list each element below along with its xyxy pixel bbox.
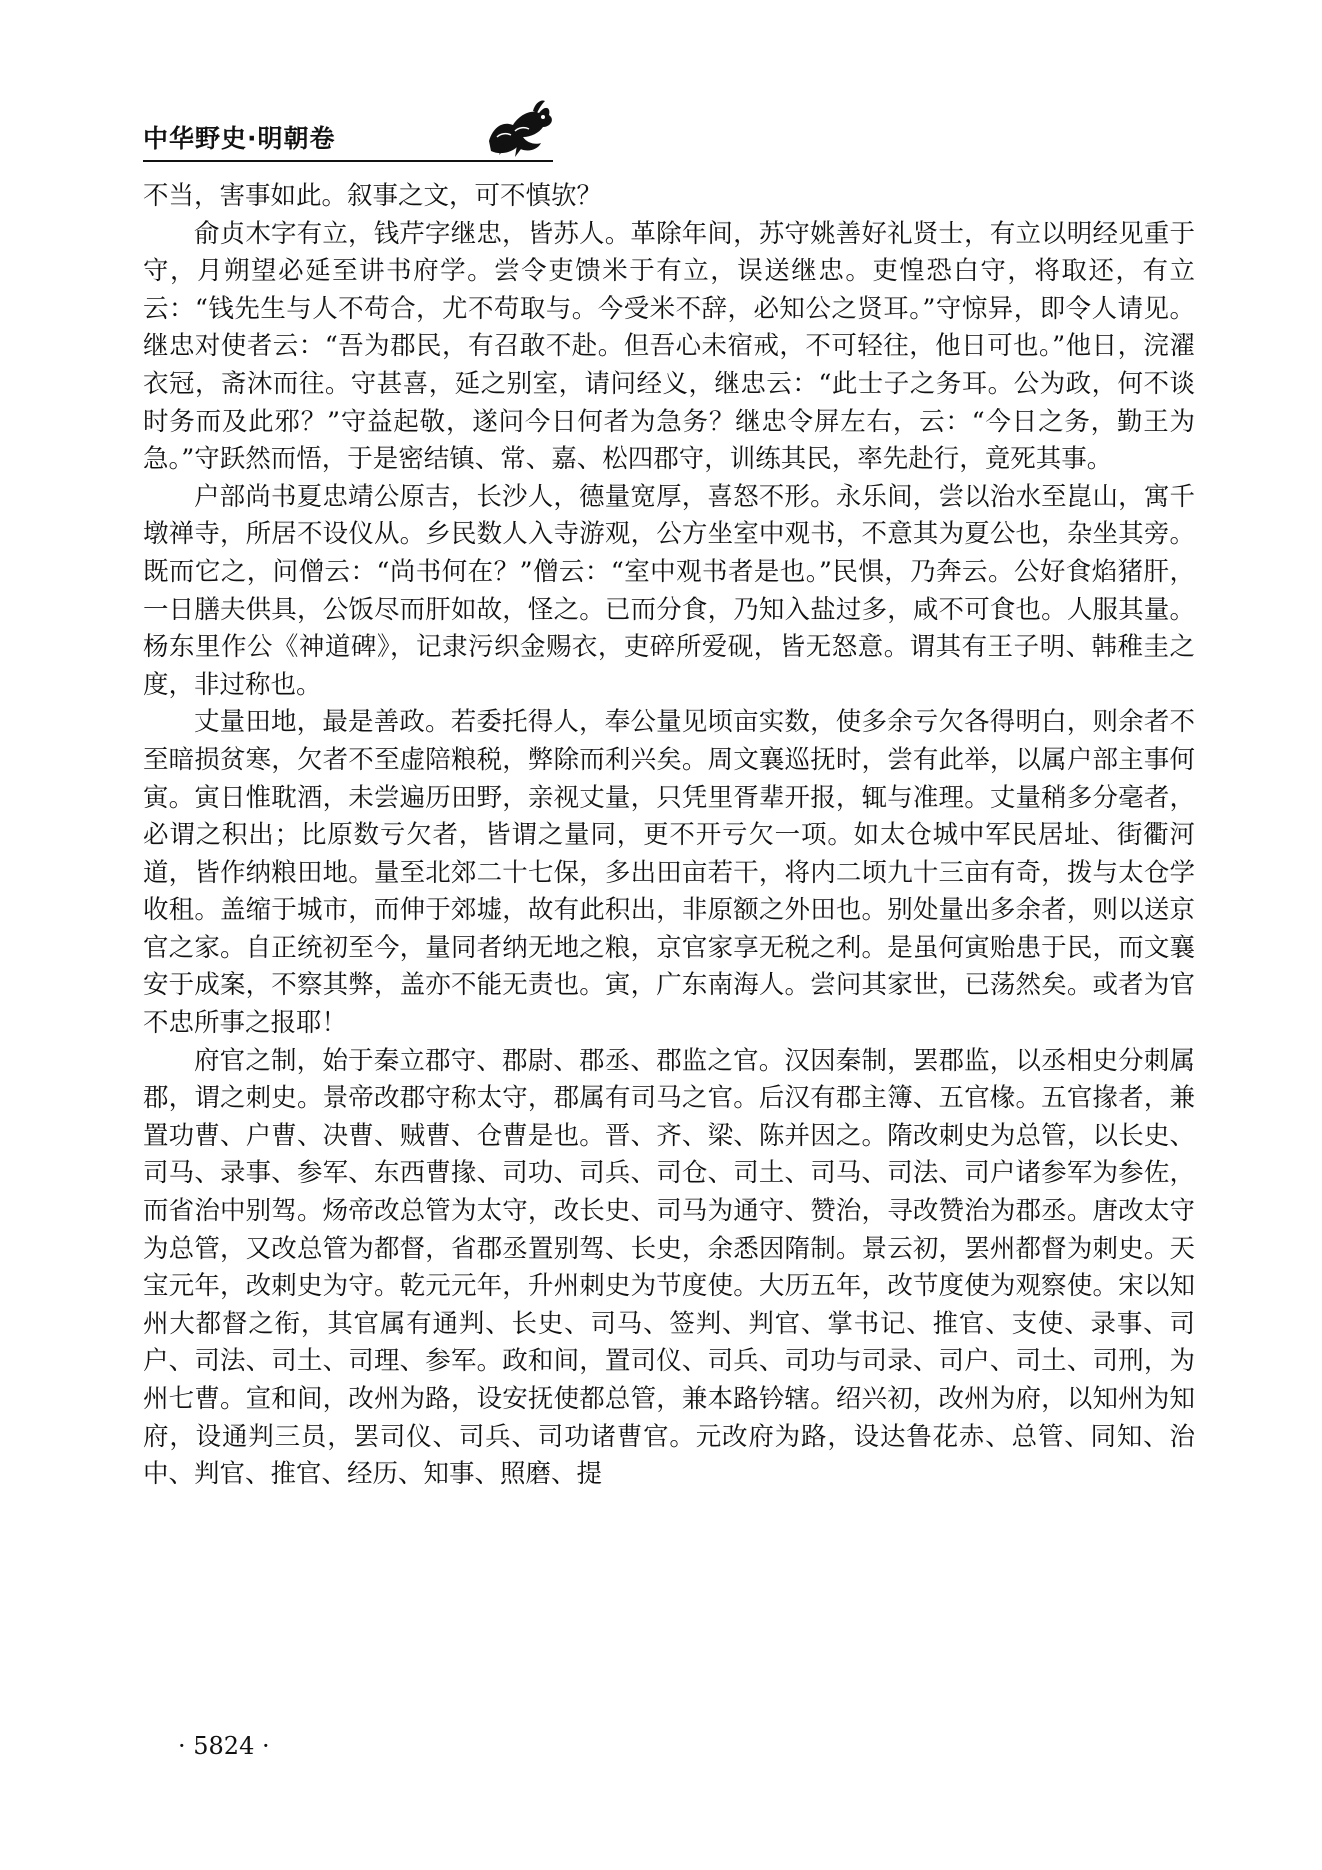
book-title: 中华野史·明朝卷 [143,124,336,153]
dragon-icon [483,97,555,159]
header-rule [143,160,553,162]
paragraph-continued: 不当，害事如此。叙事之文，可不慎欤？ [143,181,603,211]
paragraph-prefecture-offices: 府官之制，始于秦立郡守、郡尉、郡丞、郡监之官。汉因秦制，罢郡监，以丞相史分刺属郡，谓之刺史。景帝改郡守称太守，郡属有司马之官。后汉有郡主簿、五官椽。五官掾者，兼置功曹、户曹、决曹、贼曹、仓曹是也。晋、齐、梁、陈并因之。隋改刺史为总管，以长史、司马、录事、参军、东西曹掾、司功、司兵、司仓、司土、司马、司法、司户诸参军为参佐，而省治中别驾。炀帝改总管为太守，改长史、司马为通守、赞治，寻改赞治为郡丞。唐改太守为总管，又改总管为都督，省郡丞置别驾、长史，余悉因隋制。景云初，罢州都督为刺史。天宝元年，改刺史为守。乾元元年，升州刺史为节度使。大历五年，改节度使为观察使。宋以知州大都督之衔，其官属有通判、长史、司马、签判、判官、掌书记、推官、支使、录事、司户、司法、司土、司理、参军。政和间，置司仪、司兵、司功与司录、司户、司土、司刑，为州七曹。宣和间，改州为路，设安抚使都总管，兼本路钤辖。绍兴初，改州为府，以知州为知府，设通判三员，罢司仪、司兵、司功诸曹官。元改府为路，设达鲁花赤、总管、同知、治中、判官、推官、经历、知事、照磨、提 [143,1045,1195,1490]
paragraph-xia-zhongjing: 户部尚书夏忠靖公原吉，长沙人，德量宽厚，喜怒不形。永乐间，尝以治水至崑山，寓千墩禅寺，所居不设仪从。乡民数人入寺游观，公方坐室中观书，不意其为夏公也，杂坐其旁。既而它之，问僧云：“尚书何在？”僧云：“室中观书者是也。”民惧，乃奔云。公好食焰猪肝，一日膳夫供具，公饭尽而肝如故，怪之。已而分食，乃知入盐过多，咸不可食也。人服其量。杨东里作公《神道碑》，记隶污织金赐衣，吏碎所爱砚，皆无怒意。谓其有王子明、韩稚圭之度，非过称也。 [143,481,1195,700]
paragraph-land-survey: 丈量田地，最是善政。若委托得人，奉公量见顷亩实数，使多余亏欠各得明白，则余者不至暗损贫寒，欠者不至虚陪粮税，弊除而利兴矣。周文襄巡抚时，尝有此举，以属户部主事何寅。寅日惟耽酒，未尝遍历田野，亲视丈量，只凭里胥辈开报，辄与准理。丈量稍多分毫者，必谓之积出；比原数亏欠者，皆谓之量同，更不开亏欠一项。如太仓城中军民居址、街衢河道，皆作纳粮田地。量至北郊二十七保，多出田亩若干，将内二顷九十三亩有奇，拨与太仓学收租。盖缩于城市，而伸于郊墟，故有此积出，非原额之外田也。别处量出多余者，则以送京官之家。自正统初至今，量同者纳无地之粮，京官家享无税之利。是虽何寅贻患于民，而文襄安于成案，不察其弊，盖亦不能无责也。寅，广东南海人。尝问其家世，已荡然矣。或者为官不忠所事之报耶！ [143,707,1195,1039]
paragraph-yu-zhenmu: 俞贞木字有立，钱芹字继忠，皆苏人。革除年间，苏守姚善好礼贤士，有立以明经见重于守，月朔望必延至讲书府学。尝令吏馈米于有立，误送继忠。吏惶恐白守，将取还，有立云：“钱先生与人不苟合，尤不苟取与。今受米不辞，必知公之贤耳。”守惊异，即令人请见。继忠对使者云：“吾为郡民，有召敢不赴。但吾心未宿戒，不可轻往，他日可也。”他日，浣濯衣冠，斋沐而往。守甚喜，延之别室，请问经义，继忠云：“此士子之务耳。公为政，何不谈时务而及此邪？”守益起敬，遂问今日何者为急务？继忠令屏左右，云：“今日之务，勤王为急。”守跃然而悟，于是密结镇、常、嘉、松四郡守，训练其民，率先赴行，竟死其事。 [143,218,1195,475]
page-number: · 5824 · [178,1732,270,1760]
running-header [143,105,553,165]
main-text [143,178,1195,1494]
